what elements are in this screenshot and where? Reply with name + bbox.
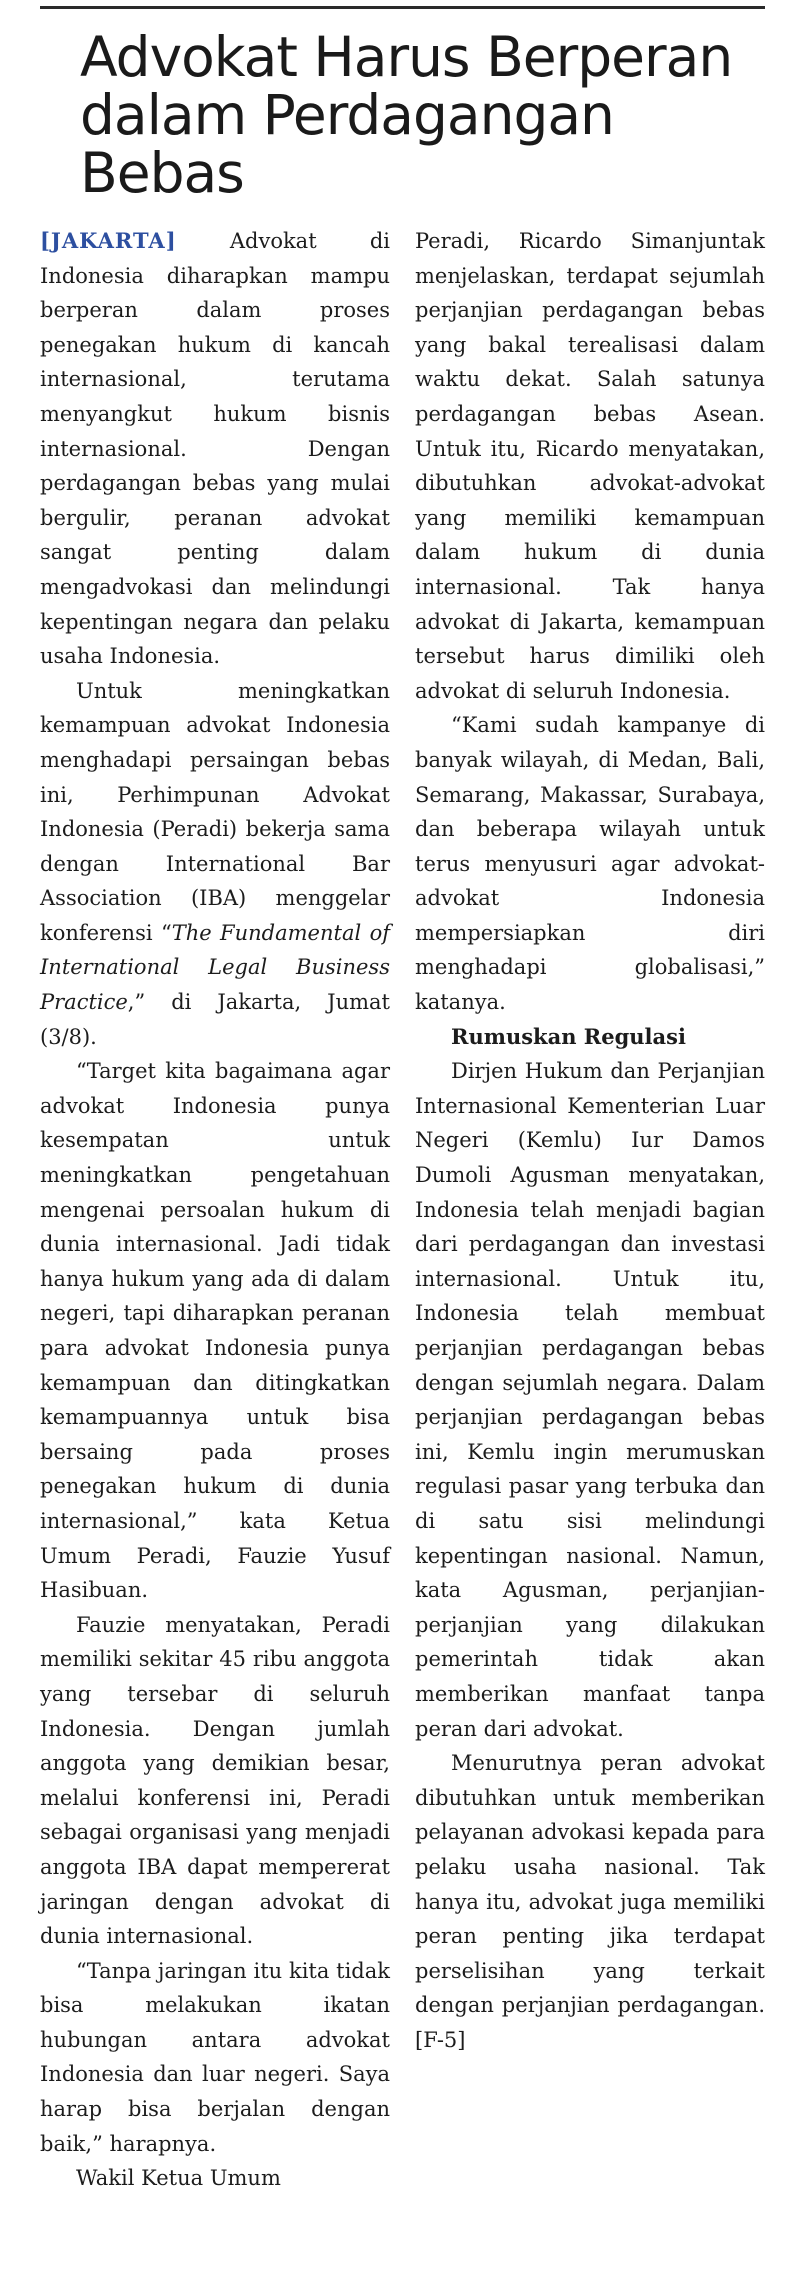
column-right bbox=[415, 224, 765, 2196]
article-body bbox=[40, 224, 765, 2196]
dateline: [JAKARTA] bbox=[40, 228, 177, 253]
paragraph-6-start: Wakil Ketua Umum bbox=[76, 2166, 281, 2191]
paragraph-4: Fauzie menyatakan, Peradi memiliki sekitar 45 ribu anggota yang tersebar di seluruh Indonesia. Dengan jumlah anggota yang demikian besar, melalui konferensi ini, Peradi sebagai organisasi yang menjadi anggota IBA dapat mempererat jaringan dengan advokat di dunia internasional. bbox=[40, 1612, 390, 1949]
subheading: Rumuskan Regulasi bbox=[451, 1023, 686, 1049]
column-left bbox=[40, 224, 390, 2196]
paragraph-2-end: ,” di Jakarta, Jumat (3/8). bbox=[40, 990, 390, 1049]
paragraph-5: “Tanpa jaringan itu kita tidak bisa melakukan ikatan hubungan antara advokat Indonesia dan luar negeri. Saya harap bisa berjalan dengan baik,” harapnya. bbox=[40, 1958, 390, 2156]
top-rule bbox=[40, 6, 765, 9]
paragraph-lead-text: Advokat di Indonesia diharapkan mampu berperan dalam proses penegakan hukum di kancah internasional, terutama menyangkut hukum bisnis internasional. Dengan perdagangan bebas yang mulai bergulir, peranan advokat sangat penting dalam mengadvokasi dan melindungi kepentingan negara dan pelaku usaha Indonesia. bbox=[40, 229, 390, 669]
paragraph-2-text: Untuk meningkatkan kemampuan advokat Indonesia menghadapi persaingan bebas ini, Perhimpunan Advokat Indonesia (Peradi) bekerja sama dengan International Bar Association (IBA) menggelar konferensi “ bbox=[40, 678, 390, 945]
headline bbox=[40, 25, 765, 205]
paragraph-8: Dirjen Hukum dan Perjanjian Internasional Kementerian Luar Negeri (Kemlu) Iur Damos Dumoli Agusman menyatakan, Indonesia telah menjadi bagian dari perdagangan dan investasi internasional. Untuk itu, Indonesia telah membuat perjanjian perdagangan bebas dengan sejumlah negara. Dalam perjanjian perdagangan bebas ini, Kemlu ingin merumuskan regulasi pasar yang terbuka dan di satu sisi melindungi kepentingan nasional. Namun, kata Agusman, perjanjian-perjanjian yang dilakukan pemerintah tidak akan memberikan manfaat tanpa peran dari advokat. bbox=[415, 1059, 765, 1741]
headline-line-2: dalam Perdagangan Bebas bbox=[80, 83, 614, 205]
paragraph-2 bbox=[40, 674, 390, 1055]
paragraph-lead bbox=[40, 224, 390, 674]
paragraph-3: “Target kita bagaimana agar advokat Indonesia punya kesempatan untuk meningkatkan pengetahuan mengenai persoalan hukum di dunia internasional. Jadi tidak hanya hukum yang ada di dalam negeri, tapi diharapkan peranan para advokat Indonesia punya kemampuan dan ditingkatkan kemampuannya untuk bisa bersaing pada proses penegakan hukum di dunia internasional,” kata Ketua Umum Peradi, Fauzie Yusuf Hasibuan. bbox=[40, 1059, 390, 1603]
paragraph-7: “Kami sudah kampanye di banyak wilayah, di Medan, Bali, Semarang, Makassar, Surabaya, dan beberapa wilayah untuk terus menyusuri agar advokat-advokat Indonesia mempersiapkan diri menghadapi globalisasi,” katanya. bbox=[415, 713, 765, 1015]
conference-title: The Fundamental of International Legal Business Practice bbox=[40, 920, 390, 1015]
paragraph-9: Menurutnya peran advokat dibutuhkan untuk memberikan pelayanan advokasi kepada para pelaku usaha nasional. Tak hanya itu, advokat juga memiliki peran penting jika terdapat perselisihan yang terkait dengan perjanjian perdagangan. [F-5] bbox=[415, 1751, 765, 2052]
headline-line-1: Advokat Harus Berperan bbox=[80, 25, 733, 89]
paragraph-6-end: Peradi, Ricardo Simanjuntak menjelaskan, terdapat sejumlah perjanjian perdagangan bebas yang bakal terealisasi dalam waktu dekat. Salah satunya perdagangan bebas Asean. Untuk itu, Ricardo menyatakan, dibutuhkan advokat-advokat yang memiliki kemampuan dalam hukum di dunia internasional. Tak hanya advokat di Jakarta, kemampuan tersebut harus dimiliki oleh advokat di seluruh Indonesia. bbox=[415, 229, 765, 703]
